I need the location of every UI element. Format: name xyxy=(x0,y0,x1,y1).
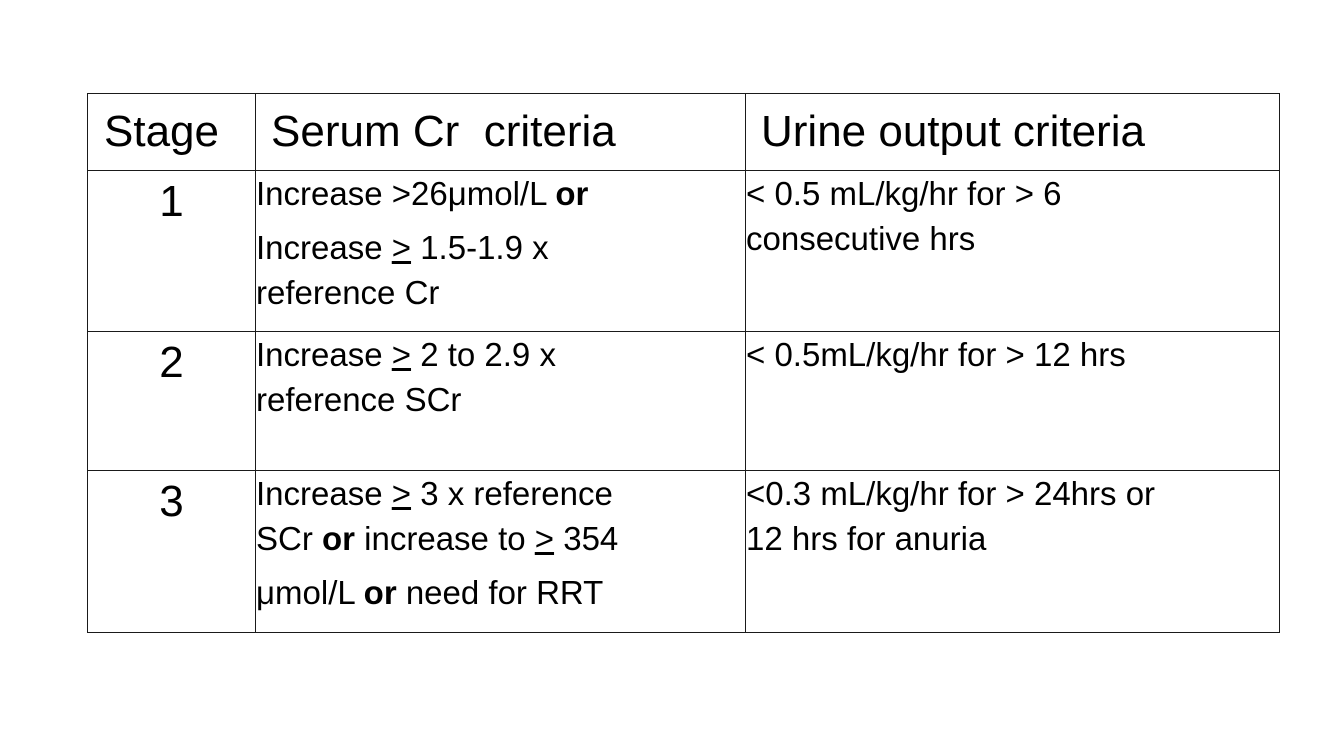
urine-line: 12 hrs for anuria xyxy=(746,520,987,557)
header-stage: Stage xyxy=(88,94,256,171)
greater-equal-symbol: > xyxy=(391,229,412,266)
stage-number: 2 xyxy=(88,332,256,471)
urine-line: < 0.5 mL/kg/hr for > 6 xyxy=(746,175,1062,212)
serum-line xyxy=(256,516,745,561)
serum-text: Increase xyxy=(256,229,392,266)
greater-equal-symbol: > xyxy=(534,520,555,557)
table-row xyxy=(88,171,1280,332)
serum-cr-cell xyxy=(256,332,746,471)
stage-number: 3 xyxy=(88,471,256,633)
serum-text: 354 xyxy=(554,520,619,557)
urine-line: <0.3 mL/kg/hr for > 24hrs or xyxy=(746,475,1156,512)
serum-text: Increase >26μmol/L xyxy=(256,175,556,212)
table-header-row xyxy=(88,94,1280,171)
stage-number: 1 xyxy=(88,171,256,332)
urine-line: consecutive hrs xyxy=(746,220,976,257)
urine-output-cell xyxy=(746,171,1280,332)
serum-cr-cell xyxy=(256,471,746,633)
serum-text: μmol/L xyxy=(256,574,364,611)
serum-line xyxy=(256,225,745,270)
or-keyword: or xyxy=(322,520,355,557)
serum-text: Increase xyxy=(256,336,392,373)
serum-text: 1.5-1.9 x xyxy=(411,229,549,266)
aki-staging-table xyxy=(87,93,1280,633)
greater-equal-symbol: > xyxy=(391,475,412,512)
serum-text: need for RRT xyxy=(396,574,604,611)
table-row xyxy=(88,332,1280,471)
serum-line xyxy=(256,332,745,377)
serum-line: reference Cr xyxy=(256,274,440,311)
table-row xyxy=(88,471,1280,633)
serum-text: 3 x reference xyxy=(411,475,613,512)
urine-output-cell xyxy=(746,332,1280,471)
urine-output-cell xyxy=(746,471,1280,633)
header-urine-output-criteria: Urine output criteria xyxy=(746,94,1280,171)
urine-line: < 0.5mL/kg/hr for > 12 hrs xyxy=(746,336,1126,373)
serum-text: increase to xyxy=(355,520,535,557)
serum-text: Increase xyxy=(256,475,392,512)
serum-text: 2 to 2.9 x xyxy=(411,336,556,373)
serum-cr-cell xyxy=(256,171,746,332)
serum-line xyxy=(256,471,745,516)
greater-equal-symbol: > xyxy=(391,336,412,373)
or-keyword: or xyxy=(555,175,589,212)
serum-line xyxy=(256,570,745,615)
serum-line xyxy=(256,171,745,216)
or-keyword: or xyxy=(363,574,397,611)
serum-line: reference SCr xyxy=(256,381,462,418)
serum-text: SCr xyxy=(256,520,322,557)
header-serum-cr-criteria: Serum Cr criteria xyxy=(256,94,746,171)
